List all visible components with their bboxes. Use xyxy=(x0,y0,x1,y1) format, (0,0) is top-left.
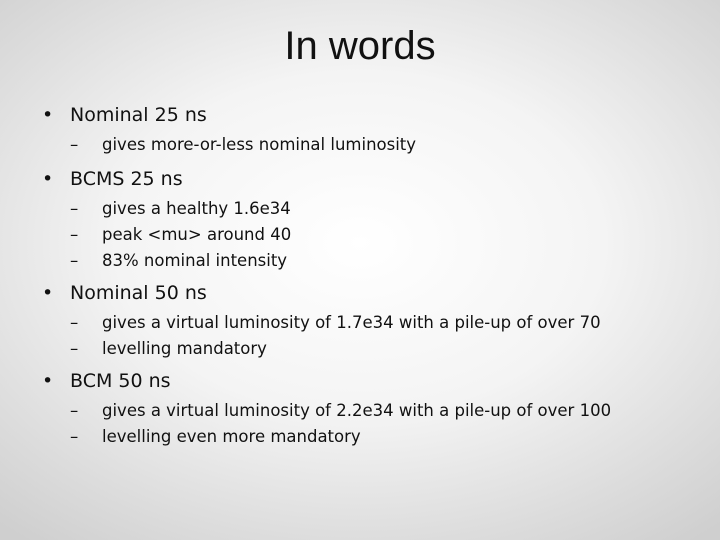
sub-bullet-dash: – xyxy=(70,401,79,420)
bullet-item xyxy=(30,280,700,306)
sub-bullet-item xyxy=(70,398,700,424)
sub-bullet-dash: – xyxy=(70,225,79,244)
bullet-item xyxy=(30,102,700,128)
sub-bullet-item xyxy=(70,248,700,274)
sub-bullet-text: levelling even more mandatory xyxy=(102,427,361,446)
sub-bullet-item xyxy=(70,132,700,158)
bullet-dot: • xyxy=(42,104,54,126)
sub-bullet-text: levelling mandatory xyxy=(102,339,267,358)
bullet-group-nominal-50ns xyxy=(30,280,700,362)
sub-bullet-dash: – xyxy=(70,339,79,358)
bullet-dot: • xyxy=(42,168,54,190)
sub-bullet-text: gives more-or-less nominal luminosity xyxy=(102,135,417,154)
slide-content xyxy=(30,102,700,456)
bullet-dot: • xyxy=(42,370,54,392)
sub-bullet-item xyxy=(70,222,700,248)
bullet-text: BCMS 25 ns xyxy=(70,168,183,190)
bullet-group-nominal-25ns xyxy=(30,102,700,158)
sub-bullet-item xyxy=(70,310,700,336)
sub-bullet-text: gives a virtual luminosity of 2.2e34 with a pile-up of over 100 xyxy=(102,401,612,420)
bullet-text: Nominal 50 ns xyxy=(70,282,207,304)
bullet-group-bcm-50ns xyxy=(30,368,700,450)
bullet-item xyxy=(30,368,700,394)
sub-bullet-dash: – xyxy=(70,199,79,218)
bullet-text: Nominal 25 ns xyxy=(70,104,207,126)
sub-bullet-dash: – xyxy=(70,427,79,446)
bullet-dot: • xyxy=(42,282,54,304)
sub-bullet-list xyxy=(70,132,700,158)
sub-bullet-list xyxy=(70,398,700,450)
bullet-text: BCM 50 ns xyxy=(70,370,171,392)
sub-bullet-dash: – xyxy=(70,313,79,332)
sub-bullet-item xyxy=(70,196,700,222)
sub-bullet-text: gives a healthy 1.6e34 xyxy=(102,199,291,218)
sub-bullet-item xyxy=(70,424,700,450)
sub-bullet-dash: – xyxy=(70,135,79,154)
sub-bullet-text: gives a virtual luminosity of 1.7e34 with a pile-up of over 70 xyxy=(102,313,601,332)
bullet-item xyxy=(30,166,700,192)
sub-bullet-list xyxy=(70,310,700,362)
sub-bullet-text: 83% nominal intensity xyxy=(102,251,288,270)
sub-bullet-dash: – xyxy=(70,251,79,270)
sub-bullet-text: peak <mu> around 40 xyxy=(102,225,292,244)
sub-bullet-list xyxy=(70,196,700,274)
bullet-group-bcms-25ns xyxy=(30,166,700,274)
slide-title: In words xyxy=(284,24,436,68)
sub-bullet-item xyxy=(70,336,700,362)
